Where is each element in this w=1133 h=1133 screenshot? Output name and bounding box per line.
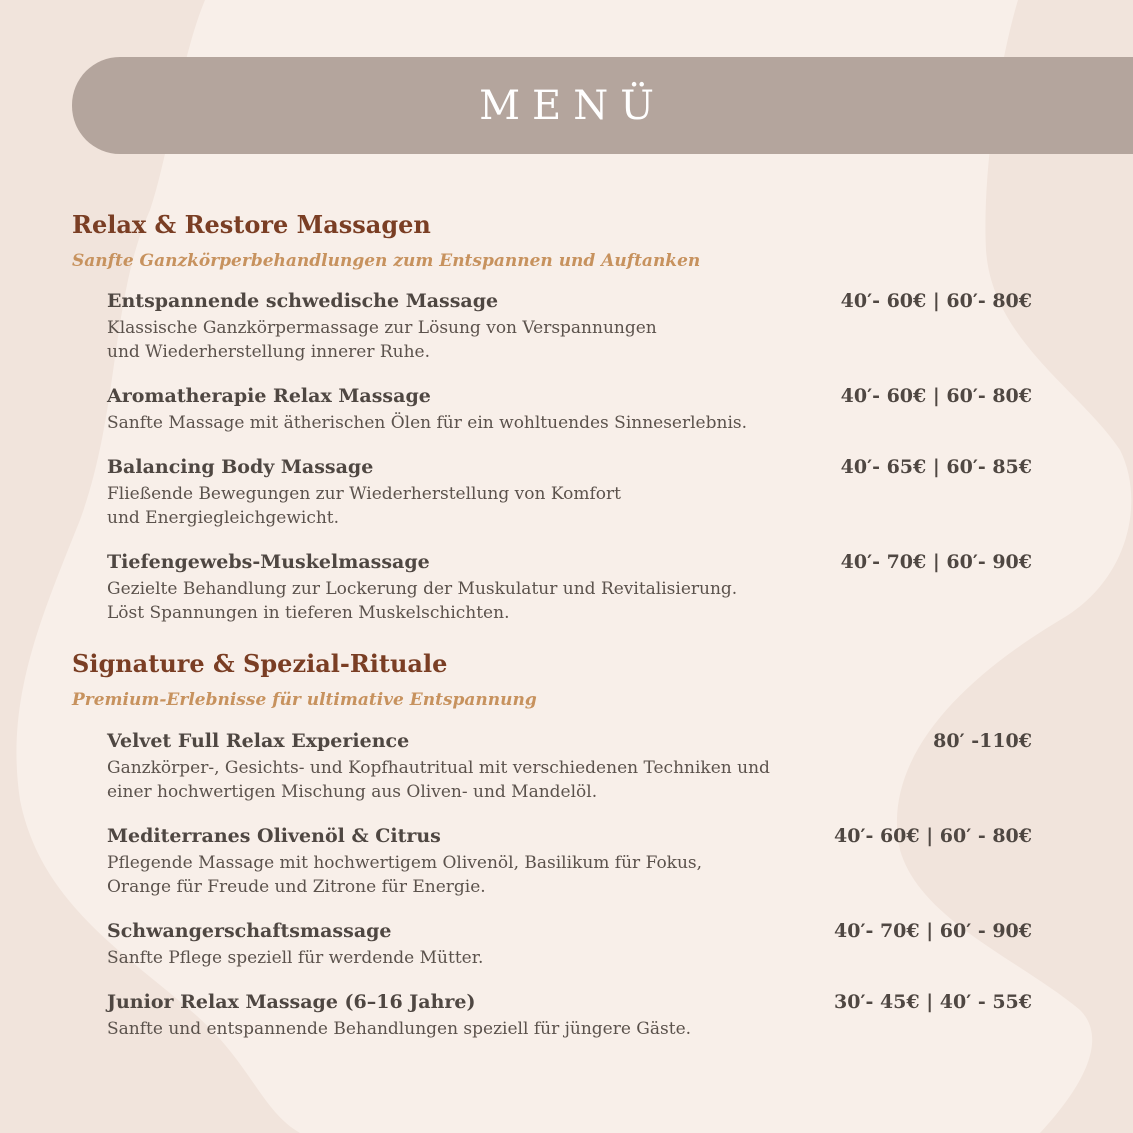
- item-description-line: Ganzkörper-, Gesichts- und Kopfhautritual mit verschiedenen Techniken und: [107, 758, 770, 778]
- item-description: [107, 1017, 1032, 1041]
- item-name: Junior Relax Massage (6–16 Jahre): [107, 991, 476, 1013]
- section-title-relax: Relax & Restore Massagen: [72, 210, 431, 239]
- item-name: Velvet Full Relax Experience: [107, 730, 410, 752]
- item-description-line: Gezielte Behandlung zur Lockerung der Muskulatur und Revitalisierung.: [107, 579, 738, 599]
- item-description-line: Löst Spannungen in tieferen Muskelschichten.: [107, 603, 510, 623]
- menu-item: [107, 991, 1032, 1041]
- item-description-line: Orange für Freude und Zitrone für Energie.: [107, 877, 486, 897]
- item-name: Tiefengewebs-Muskelmassage: [107, 551, 430, 573]
- item-description: [107, 946, 1032, 970]
- item-price: 40′- 65€ | 60′- 85€: [840, 456, 1032, 478]
- item-description-line: und Wiederherstellung innerer Ruhe.: [107, 342, 431, 362]
- item-description-line: Sanfte Pflege speziell für werdende Mütter.: [107, 948, 484, 968]
- section-subtitle-relax: Sanfte Ganzkörperbehandlungen zum Entspannen und Auftanken: [72, 251, 701, 271]
- menu-item: [107, 551, 1032, 625]
- menu-item: [107, 385, 1032, 435]
- item-name: Balancing Body Massage: [107, 456, 374, 478]
- item-description: [107, 482, 1032, 530]
- item-price: 30′- 45€ | 40′ - 55€: [834, 991, 1032, 1013]
- item-description-line: Sanfte und entspannende Behandlungen speziell für jüngere Gäste.: [107, 1019, 692, 1039]
- section-title-signature: Signature & Spezial-Rituale: [72, 649, 448, 678]
- item-name: Entspannende schwedische Massage: [107, 290, 499, 312]
- item-description-line: und Energiegleichgewicht.: [107, 508, 340, 528]
- item-price: 40′- 70€ | 60′- 90€: [840, 551, 1032, 573]
- item-description: [107, 316, 1032, 364]
- item-name: Schwangerschaftsmassage: [107, 920, 392, 942]
- item-description: [107, 851, 1032, 899]
- item-description-line: Pflegende Massage mit hochwertigem Olivenöl, Basilikum für Fokus,: [107, 853, 703, 873]
- item-description-line: einer hochwertigen Mischung aus Oliven- und Mandelöl.: [107, 782, 598, 802]
- item-name: Aromatherapie Relax Massage: [107, 385, 431, 407]
- menu-item: [107, 290, 1032, 364]
- item-price: 40′- 60€ | 60′ - 80€: [834, 825, 1032, 847]
- item-description-line: Klassische Ganzkörpermassage zur Lösung von Verspannungen: [107, 318, 657, 338]
- item-price: 80′ -110€: [933, 730, 1032, 752]
- menu-item: [107, 825, 1032, 899]
- item-name: Mediterranes Olivenöl & Citrus: [107, 825, 441, 847]
- header-band: [72, 57, 1133, 154]
- menu-item: [107, 456, 1032, 530]
- item-price: 40′- 70€ | 60′ - 90€: [834, 920, 1032, 942]
- item-description-line: Fließende Bewegungen zur Wiederherstellung von Komfort: [107, 484, 621, 504]
- item-description: [107, 411, 1032, 435]
- menu-item: [107, 920, 1032, 970]
- section-subtitle-signature: Premium-Erlebnisse für ultimative Entspannung: [72, 690, 537, 710]
- menu-item: [107, 730, 1032, 804]
- item-description-line: Sanfte Massage mit ätherischen Ölen für ein wohltuendes Sinneserlebnis.: [107, 413, 748, 433]
- item-price: 40′- 60€ | 60′- 80€: [840, 290, 1032, 312]
- item-description: [107, 756, 1032, 804]
- item-price: 40′- 60€ | 60′- 80€: [840, 385, 1032, 407]
- item-description: [107, 577, 1032, 625]
- page-title: MENÜ: [479, 82, 666, 129]
